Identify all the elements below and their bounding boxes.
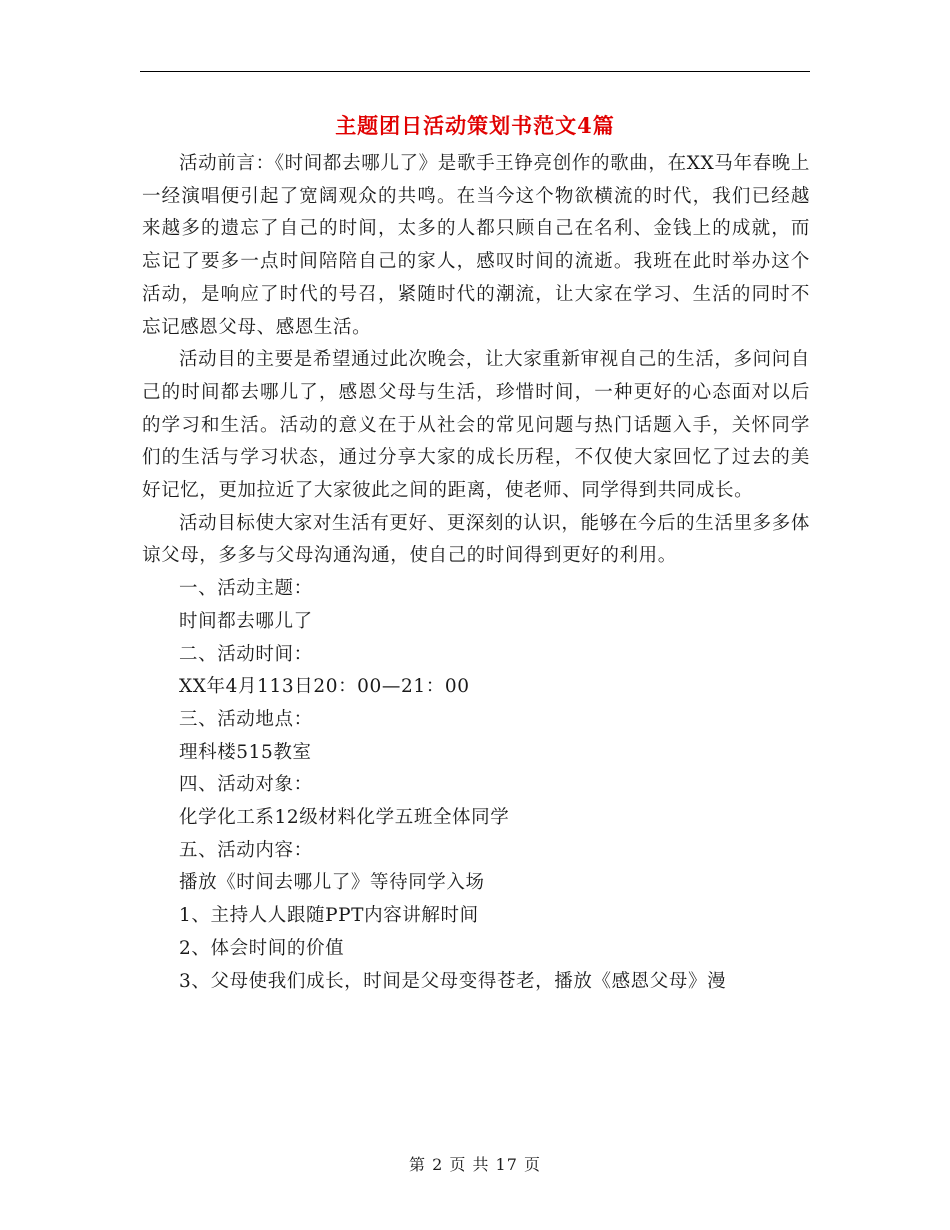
time-value: XX年4月113日20：00—21：00	[179, 676, 470, 698]
section-heading-time: 二、活动时间：	[179, 643, 313, 665]
paragraph-preface: 活动前言：《时间都去哪儿了》是歌手王铮亮创作的歌曲，在XX马年春晚上一经演唱便引起了宽阔观众的共鸣。在当今这个物欲横流的时代，我们已经越来越多的遗忘了自己的时间，太多的人都只顾自己在名利、金钱上的成就，而忘记了要多一点时间陪陪自己的家人，感叹时间的流逝。我班在此时举办这个活动，是响应了时代的号召，紧随时代的潮流，让大家在学习、生活的同时不忘记感恩父母、感恩生活。	[142, 153, 810, 338]
paragraph-goal: 活动目标使大家对生活有更好、更深刻的认识，能够在今后的生活里多多体谅父母，多多与父母沟通沟通，使自己的时间得到更好的利用。	[142, 512, 810, 567]
theme-value: 时间都去哪儿了	[179, 610, 313, 632]
content-item: 1、主持人人跟随PPT内容讲解时间	[179, 905, 479, 927]
section-heading-theme: 一、活动主题：	[179, 578, 313, 600]
document-title: 主题团日活动策划书范文4篇	[335, 113, 615, 138]
section-heading-content: 五、活动内容：	[179, 839, 313, 861]
header-rule	[140, 71, 810, 72]
location-value: 理科楼515教室	[179, 741, 312, 763]
page-number: 第 2 页 共 17 页	[409, 1155, 541, 1174]
section-heading-audience: 四、活动对象：	[179, 774, 313, 796]
paragraph-purpose: 活动目的主要是希望通过此次晚会，让大家重新审视自己的生活，多问问自己的时间都去哪儿了，感恩父母与生活，珍惜时间，一种更好的心态面对以后的学习和生活。活动的意义在于从社会的常见问题与热门话题入手，关怀同学们的生活与学习状态，通过分享大家的成长历程，不仅使大家回忆了过去的美好记忆，更加拉近了大家彼此之间的距离，使老师、同学得到共同成长。	[142, 349, 810, 502]
content-item: 2、体会时间的价值	[179, 937, 345, 959]
content-item: 播放《时间去哪儿了》等待同学入场	[179, 872, 485, 894]
audience-value: 化学化工系12级材料化学五班全体同学	[179, 807, 510, 829]
document-body	[142, 148, 810, 998]
section-heading-location: 三、活动地点：	[179, 708, 313, 730]
content-item: 3、父母使我们成长，时间是父母变得苍老，播放《感恩父母》漫	[179, 970, 727, 992]
